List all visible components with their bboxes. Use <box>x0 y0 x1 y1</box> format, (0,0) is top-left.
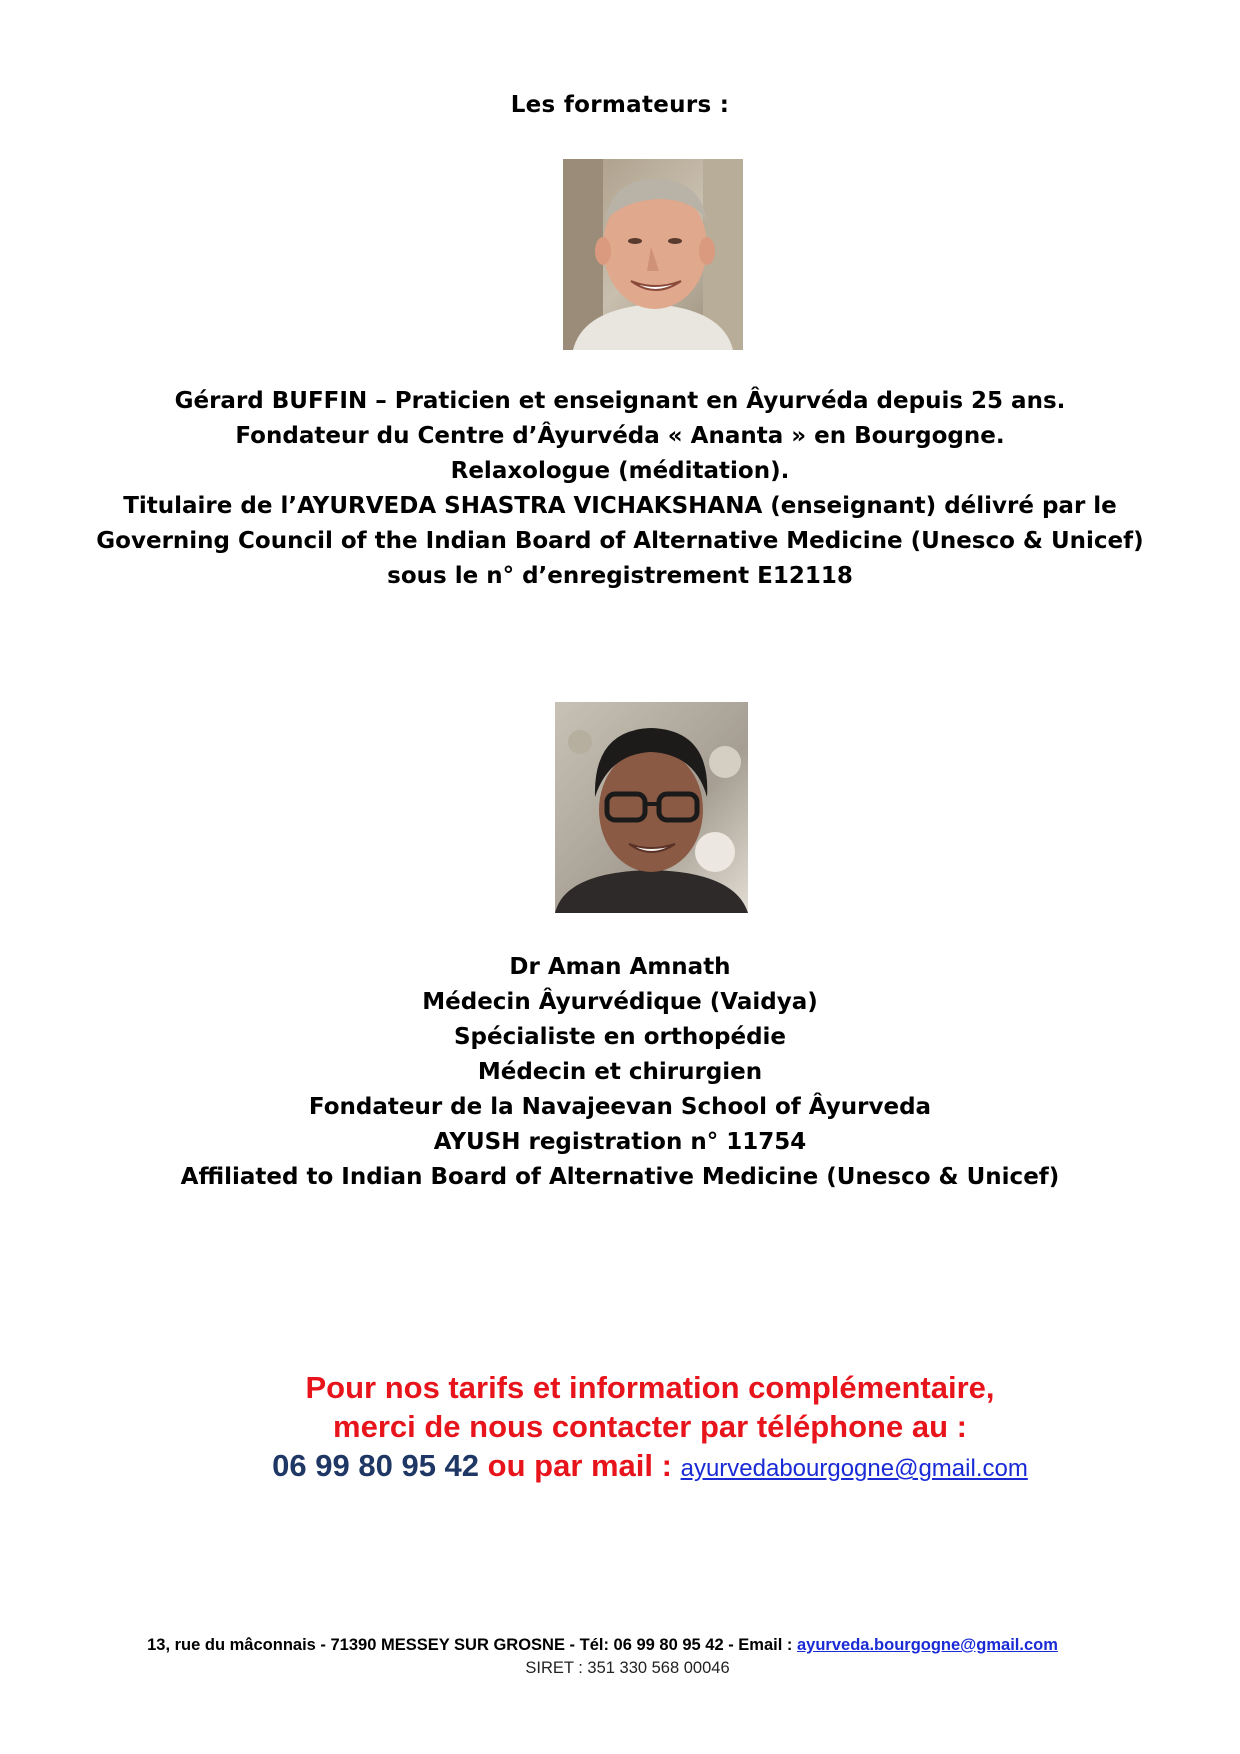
contact-connector: ou par mail : <box>487 1448 672 1483</box>
bio-line: Dr Aman Amnath <box>509 954 731 980</box>
portrait-photo-aman <box>555 702 748 913</box>
bio-line: Fondateur de la Navajeevan School of Âyurveda <box>308 1094 932 1120</box>
footer-siret: SIRET : 351 330 568 00046 <box>525 1659 730 1677</box>
footer <box>0 1634 1205 1680</box>
trainer-1-bio <box>0 384 1240 594</box>
bio-line: AYUSH registration n° 11754 <box>433 1129 807 1155</box>
bio-line: Spécialiste en orthopédie <box>453 1024 787 1050</box>
bio-line: sous le n° d’enregistrement E12118 <box>387 563 853 589</box>
contact-line-2: merci de nous contacter par téléphone au : <box>333 1409 967 1444</box>
contact-email-link[interactable]: ayurvedabourgogne@gmail.com <box>680 1455 1028 1482</box>
footer-address: 13, rue du mâconnais - 71390 MESSEY SUR GROSNE - Tél: 06 99 80 95 42 - Email : <box>147 1636 797 1654</box>
portrait-photo-gerard <box>563 159 743 350</box>
bio-line: Médecin et chirurgien <box>477 1059 763 1085</box>
footer-address-line <box>0 1634 1205 1657</box>
bio-line: Titulaire de l’AYURVEDA SHASTRA VICHAKSHANA (enseignant) délivré par le <box>123 493 1117 519</box>
bio-line: Gérard BUFFIN – Praticien et enseignant en Âyurvéda depuis 25 ans. <box>174 388 1066 414</box>
trainer-2-bio <box>0 950 1240 1195</box>
contact-line-1: Pour nos tarifs et information complémentaire, <box>305 1370 995 1405</box>
bio-line: Fondateur du Centre d’Âyurvéda « Ananta » en Bourgogne. <box>235 423 1005 449</box>
contact-phone: 06 99 80 95 42 <box>272 1448 480 1483</box>
contact-line-3 <box>0 1446 1240 1488</box>
bio-line: Affiliated to Indian Board of Alternative Medicine (Unesco & Unicef) <box>180 1164 1060 1190</box>
bio-line: Médecin Âyurvédique (Vaidya) <box>422 989 818 1015</box>
page-title: Les formateurs : <box>510 92 730 118</box>
footer-email-link[interactable]: ayurveda.bourgogne@gmail.com <box>796 1636 1058 1654</box>
bio-line: Relaxologue (méditation). <box>450 458 790 484</box>
bio-line: Governing Council of the Indian Board of Alternative Medicine (Unesco & Unicef) <box>96 528 1144 554</box>
contact-block <box>0 1368 1240 1488</box>
